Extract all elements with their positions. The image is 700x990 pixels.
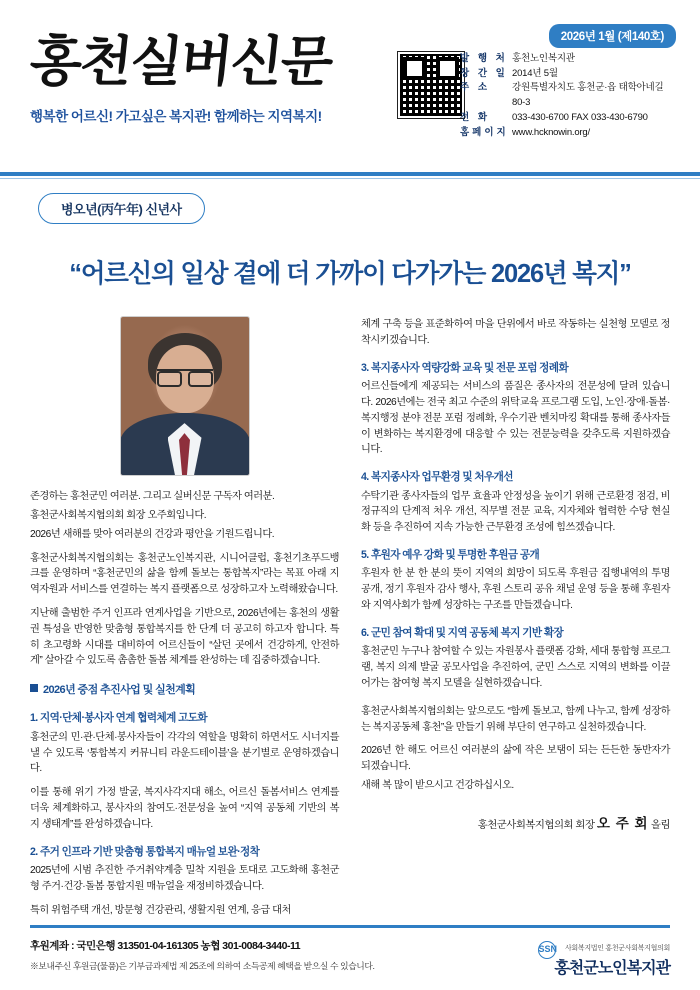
article-column-right	[361, 317, 670, 926]
paragraph: 2025년에 시범 추진한 주거취약계층 밀착 지원을 토대로 고도화해 홍천군형 주거·건강·돌봄 통합지원 매뉴얼을 재정비하겠습니다.	[30, 865, 339, 892]
issue-badge: 2026년 1월 (제140호)	[549, 24, 676, 48]
footer-org-line	[538, 936, 671, 959]
footer-content	[30, 936, 670, 990]
ssn-logo-icon: SSN	[538, 941, 556, 959]
paragraph: 홍천군의 민·관·단체·봉사자들이 각각의 역할을 명확히 하면서도 시너지를 낼 수 있도록 ‘통합복지 커뮤니티 라운드테이블’을 분기별로 운영하겠습니다.	[30, 731, 339, 775]
signature-suffix: 올림	[650, 819, 670, 831]
donation-account: 후원계좌 : 국민은행 313501-04-161305 농협 301-0084-3440-11	[30, 939, 301, 952]
paragraph: 새해 복 많이 받으시고 건강하십시오.	[361, 780, 514, 792]
newspaper-logo	[26, 30, 360, 125]
paragraph: 홍천군사회복지협의회 회장 오주회입니다.	[30, 509, 207, 521]
section-heading: 5. 후원자 예우 강화 및 투명한 후원금 공개	[361, 549, 540, 562]
publication-label: 전 화	[460, 111, 490, 123]
header-divider	[0, 172, 700, 176]
page-title: “어르신의 일상 곁에 더 가까이 다가가는 2026년 복지”	[69, 260, 631, 288]
publication-label: 홈페이지	[460, 126, 509, 138]
paragraph: 홍천군민 누구나 참여할 수 있는 자원봉사 플랫폼 강화, 세대 통합형 프로그램, 복지 의제 발굴 공모사업을 추진하여, 군민 스스로 지역의 변화를 이끌어가는 참여형 복지 모델을 실현하겠습니다.	[361, 646, 670, 689]
section-heading: 2026년 중점 추진사업 및 실천계획	[30, 682, 339, 699]
footer	[0, 925, 700, 990]
publication-label: 주 소	[460, 82, 490, 94]
publication-row	[460, 111, 678, 126]
publication-label: 창 간 일	[460, 67, 508, 79]
donation-note: ※보내주신 후원금(물품)은 기부금과제법 제 25조에 의하여 소득공제 혜택을 받으실 수 있습니다.	[30, 960, 375, 971]
section-heading: 2. 주거 인프라 기반 맞춤형 통합복지 매뉴얼 보완·정착	[30, 845, 260, 858]
publication-value: 2014년 5월	[512, 67, 558, 79]
publication-value: 강원특별자치도 홍천군·읍 태학아네길 80-3	[512, 82, 664, 109]
publication-value: 홍천노인복지관	[512, 53, 575, 64]
paragraph: 이를 통해 위기 가정 발굴, 복지사각지대 해소, 어르신 돌봄서비스 연계를 더욱 체계화하고, 봉사자의 참여도·전문성을 높여 “지역 공동체 기반의 복지 생태계”를 완성하겠습니다.	[30, 787, 339, 830]
paragraph: 체계 구축 등을 표준화하여 마을 단위에서 바로 작동하는 실천형 모델로 정착시키겠습니다.	[361, 319, 670, 346]
publication-row	[460, 67, 678, 82]
avatar	[121, 317, 249, 475]
paragraph: 특히 위험주택 개선, 방문형 건강관리, 생활지원 연계, 응급 대처	[30, 904, 291, 916]
paragraph: 홍천군사회복지협의회는 홍천군노인복지관, 시니어클럽, 홍천기초푸드뱅크를 운영하며 “홍천군민의 삶을 함께 돌보는 통합복지”라는 목표 아래 지역자원과 서비스를 연결하는 복지 플랫폼으로 성장하고자 노력해왔습니다.	[30, 552, 339, 596]
paragraph: 2026년 새해를 맞아 여러분의 건강과 평안을 기원드립니다.	[30, 528, 275, 540]
section-heading: 1. 지역·단체·봉사자 연계 협력체계 고도화	[30, 712, 207, 725]
article-column-left	[30, 317, 339, 926]
footer-org-sub: 사회복지법인 홍천군사회복지협의회	[564, 944, 670, 952]
footer-org-name: 홍천군노인복지관	[554, 959, 670, 977]
publication-value: 033-430-6700 FAX 033-430-6790	[512, 111, 648, 123]
newspaper-slogan: 행복한 어르신! 가고싶은 복지관! 함께하는 지역복지!	[30, 108, 322, 124]
footer-divider	[30, 925, 670, 928]
signature-role: 홍천군사회복지협의회 회장	[477, 819, 595, 831]
paragraph: 존경하는 홍천군민 여러분. 그리고 실버신문 구독자 여러분.	[30, 491, 275, 503]
paragraph: 홍천군사회복지협의회는 앞으로도 “함께 돌보고, 함께 나누고, 함께 성장하는 복지공동체 홍천”을 만들기 위해 부단히 연구하고 실천하겠습니다.	[361, 705, 670, 733]
paragraph: 수탁기관 종사자들의 업무 효율과 안정성을 높이기 위해 근로환경 점검, 비정규직의 단계적 처우 개선, 직무별 전문 교육, 지자체와 협력한 수당 현실화 등을 추진하여 지속 가능한 근무환경 조성에 힘쓰겠습니다.	[361, 490, 670, 534]
publication-info	[460, 52, 678, 140]
section-heading: 6. 군민 참여 확대 및 지역 공동체 복지 기반 확장	[361, 626, 564, 639]
paragraph: 2026년 한 해도 어르신 여러분의 삶에 작은 보탬이 되는 든든한 동반자가 되겠습니다.	[361, 745, 670, 773]
section-heading: 3. 복지종사자 역량강화 교육 및 전문 포럼 정례화	[361, 361, 569, 374]
article-tag: 병오년(丙午年) 신년사	[38, 193, 205, 224]
article-tag-wrap	[0, 179, 700, 224]
signature	[361, 814, 670, 835]
paragraph: 어르신들에게 제공되는 서비스의 품질은 종사자의 전문성에 달려 있습니다. 2026년에는 전국 최고 수준의 위탁교육 프로그램 도입, 노인·장애·돌봄·복지행정 분야 전문 포럼 정례화, 우수기관 벤치마킹 확대를 통해 종사자들이 변화하는 복지환경에 대응할 수 있는 전문능력을 갖추도록 지원하겠습니다.	[361, 381, 670, 456]
publication-row	[460, 81, 678, 110]
publication-row	[460, 126, 678, 141]
section-heading: 4. 복지종사자 업무환경 및 처우개선	[361, 471, 513, 484]
signature-name: 오 주 회	[596, 815, 649, 831]
footer-left	[30, 936, 375, 972]
newspaper-title: 홍천실버신문	[26, 30, 335, 93]
footer-organization	[538, 936, 671, 978]
masthead	[0, 0, 700, 172]
glasses-icon	[157, 369, 213, 382]
publication-website[interactable]: www.hcknowin.org/	[512, 126, 590, 138]
publication-row	[460, 52, 678, 67]
publication-label: 발 행 처	[460, 53, 508, 64]
qr-code-icon[interactable]	[398, 52, 464, 118]
paragraph: 후원자 한 분 한 분의 뜻이 지역의 희망이 되도록 후원금 집행내역의 투명 공개, 정기 후원자 감사 행사, 후원 스토리 공유 채널 운영 등을 통해 후원자와 지역사회가 함께 성장하는 구조를 만들겠습니다.	[361, 568, 670, 612]
article-columns	[0, 291, 700, 926]
paragraph: 지난해 출범한 주거 인프라 연계사업을 기반으로, 2026년에는 홍천의 생활권 특성을 반영한 맞춤형 통합복지를 한 단계 더 공고히 하고자 합니다. 특히 초고령화 시대를 대비하여 어르신들이 “살던 곳에서 건강하게, 안전하게” 살아갈 수 있도록 촘촘한 돌봄 체계를 완성하는 데 집중하겠습니다.	[30, 608, 339, 667]
